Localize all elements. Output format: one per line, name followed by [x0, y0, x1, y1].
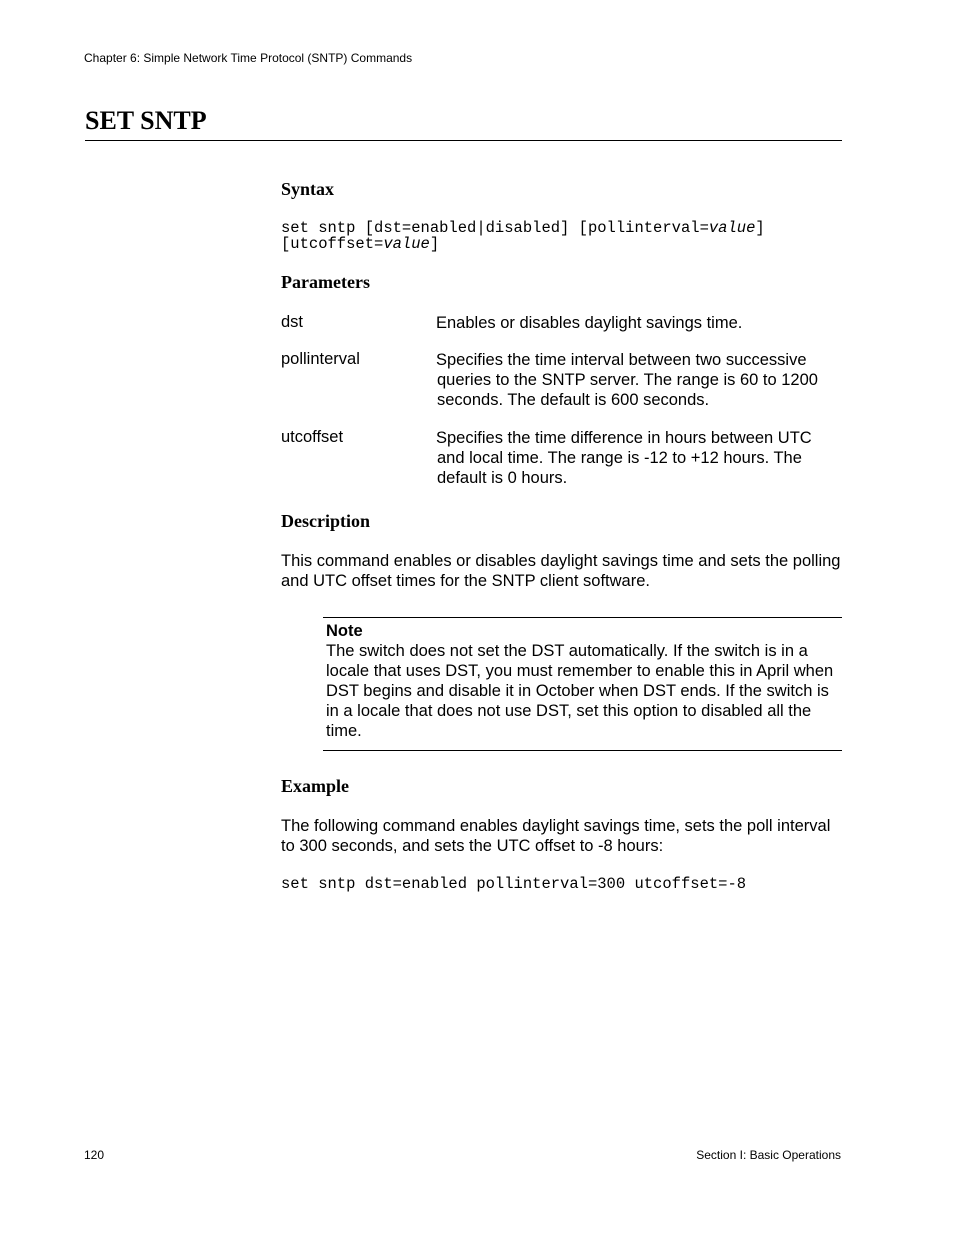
note-top-rule [323, 617, 842, 618]
param-desc-utcoffset: Specifies the time difference in hours between UTC and local time. The range is -12 to +12 hours. The default is 0 hours. [436, 429, 812, 487]
syntax-line-2-suffix: ] [429, 235, 440, 253]
note-label: Note [326, 622, 363, 640]
note-text: The switch does not set the DST automatically. If the switch is in a locale that uses DST, you must remember to enable this in April when DST begins and disable it in October when DST ends. If the switch is in a locale that does not use DST, set this option to disabled all the time. [326, 642, 834, 740]
page-title: SET SNTP [85, 106, 207, 135]
title-divider [85, 140, 842, 141]
syntax-line-1 [281, 220, 765, 236]
syntax-line-2-variable: value [383, 235, 430, 253]
param-name-utcoffset: utcoffset [281, 428, 344, 446]
example-heading: Example [281, 776, 350, 796]
syntax-line-1-suffix: ] [755, 219, 765, 237]
param-desc-pollinterval: Specifies the time interval between two successive queries to the SNTP server. The range is 60 to 1200 seconds. The default is 600 seconds. [436, 351, 818, 409]
syntax-line-1-variable: value [708, 219, 756, 237]
description-heading: Description [281, 511, 370, 531]
footer-section: Section I: Basic Operations [696, 1148, 841, 1162]
syntax-line-2-prefix: [utcoffset= [281, 235, 384, 253]
note-box [326, 621, 838, 741]
example-command: set sntp dst=enabled pollinterval=300 utcoffset=-8 [281, 875, 747, 893]
syntax-heading: Syntax [281, 179, 335, 199]
param-name-pollinterval: pollinterval [281, 350, 360, 368]
param-desc-dst: Enables or disables daylight savings time. [436, 314, 743, 332]
running-head: Chapter 6: Simple Network Time Protocol (SNTP) Commands [84, 51, 413, 65]
description-text: This command enables or disables daylight savings time and sets the polling and UTC offset times for the SNTP client software. [281, 552, 841, 590]
note-bottom-rule [323, 750, 842, 751]
page-number: 120 [84, 1148, 105, 1162]
syntax-line-1-prefix: set sntp [dst=enabled|disabled] [pollinterval= [281, 219, 709, 237]
param-name-dst: dst [281, 313, 304, 331]
parameters-heading: Parameters [281, 272, 370, 292]
syntax-line-2 [281, 236, 765, 252]
example-text: The following command enables daylight savings time, sets the poll interval to 300 seconds, and sets the UTC offset to -8 hours: [281, 817, 831, 855]
syntax-block [281, 220, 765, 252]
